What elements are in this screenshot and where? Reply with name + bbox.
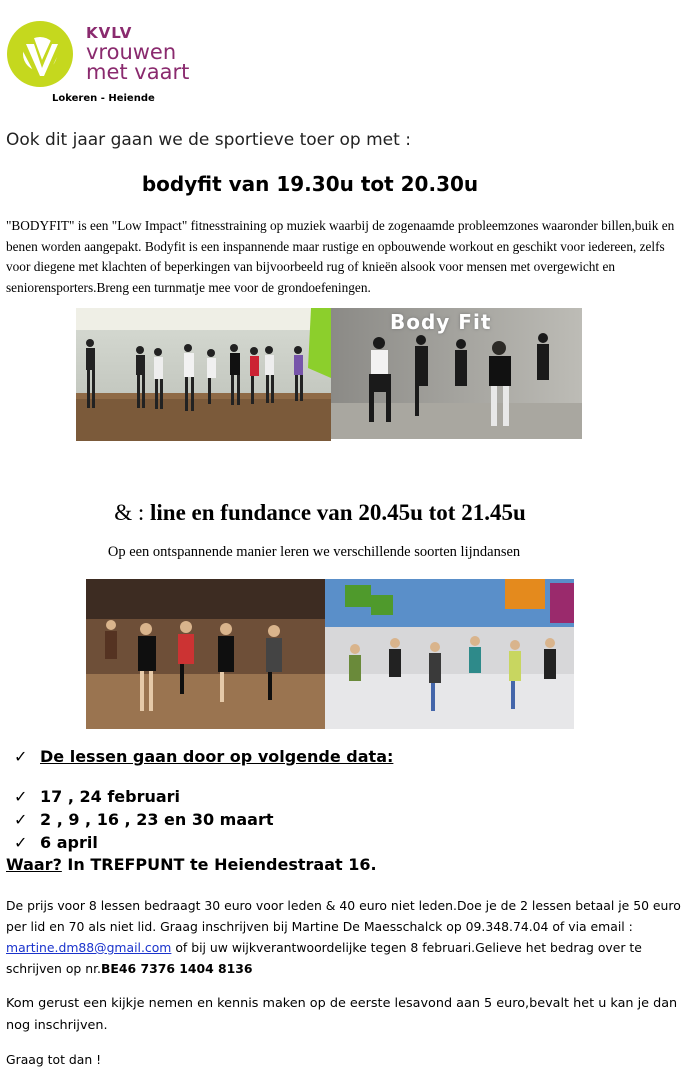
price-info xyxy=(6,895,696,979)
date-text: 2 , 9 , 16 , 23 en 30 maart xyxy=(40,810,274,829)
date-item-1 xyxy=(14,787,180,806)
logo-v-icon xyxy=(6,20,78,92)
price-text-1: De prijs voor 8 lessen bedraagt 30 euro voor leden & 40 euro niet leden.Doe je de 2 lessen betaal je 50 euro per lid en 70 als niet lid. Graag inschrijven bij Martine De Maesschalck op 09.348.74.04 of via email : xyxy=(6,898,681,934)
price-text-2: of bij uw wijkverantwoordelijke tegen 8 februari.Gelieve het bedrag over te schrijven op nr. xyxy=(6,940,642,976)
date-item-3 xyxy=(14,833,98,852)
location-line xyxy=(6,855,377,874)
logo-line1: vrouwen xyxy=(86,40,177,64)
check-icon: ✓ xyxy=(14,787,28,806)
check-icon: ✓ xyxy=(14,747,28,766)
check-icon: ✓ xyxy=(14,810,28,829)
location-text: In TREFPUNT te Heiendestraat 16. xyxy=(61,855,377,874)
bodyfit-photo-1 xyxy=(76,308,331,441)
closing-text: Graag tot dan ! xyxy=(6,1052,102,1067)
linedance-subtitle: Op een ontspannende manier leren we verschillende soorten lijndansen xyxy=(107,544,521,560)
schedule-header-text: De lessen gaan door op volgende data: xyxy=(40,747,394,766)
logo-subtitle: Lokeren - Heiende xyxy=(52,93,155,104)
linedance-prefix: & : xyxy=(114,500,151,525)
bodyfit-description: "BODYFIT" is een "Low Impact" fitnesstraining op muziek waarbij de zogenaamde probleemzones waaronder billen,buik en benen worden aangepakt. Bodyfit is een inspannende maar rustige en opbouwende workout en geschikt voor iedereen, zelfs voor diegene met klachten of beperkingen van bijvoorbeeld rug of knieën alsook voor mensen met overgewicht en seniorensporters.Breng een turnmatje mee voor de grondoefeningen. xyxy=(6,218,675,295)
logo-brand: KVLV xyxy=(86,24,133,42)
body-fit-photo-label: Body Fit xyxy=(390,310,492,334)
date-item-2 xyxy=(14,810,273,829)
linedance-photo-1 xyxy=(86,579,325,729)
date-text: 6 april xyxy=(40,833,98,852)
bank-account: BE46 7376 1404 8136 xyxy=(100,961,253,976)
bodyfit-heading: bodyfit van 19.30u tot 20.30u xyxy=(141,172,479,196)
linedance-heading xyxy=(0,500,640,526)
schedule-header xyxy=(14,747,393,766)
intro-text: Ook dit jaar gaan we de sportieve toer op met : xyxy=(6,130,411,150)
date-text: 17 , 24 februari xyxy=(40,787,181,806)
location-label: Waar? xyxy=(6,855,62,874)
kvlv-logo xyxy=(6,20,196,110)
visit-text: Kom gerust een kijkje nemen en kennis maken op de eerste lesavond aan 5 euro,bevalt het u kan je dan nog inschrijven. xyxy=(6,996,678,1033)
linedance-photo-2 xyxy=(325,579,574,729)
linedance-title: line en fundance van 20.45u tot 21.45u xyxy=(150,500,526,525)
logo-line2: met vaart xyxy=(86,60,190,84)
email-link[interactable]: martine.dm88@gmail.com xyxy=(6,940,172,955)
check-icon: ✓ xyxy=(14,833,28,852)
